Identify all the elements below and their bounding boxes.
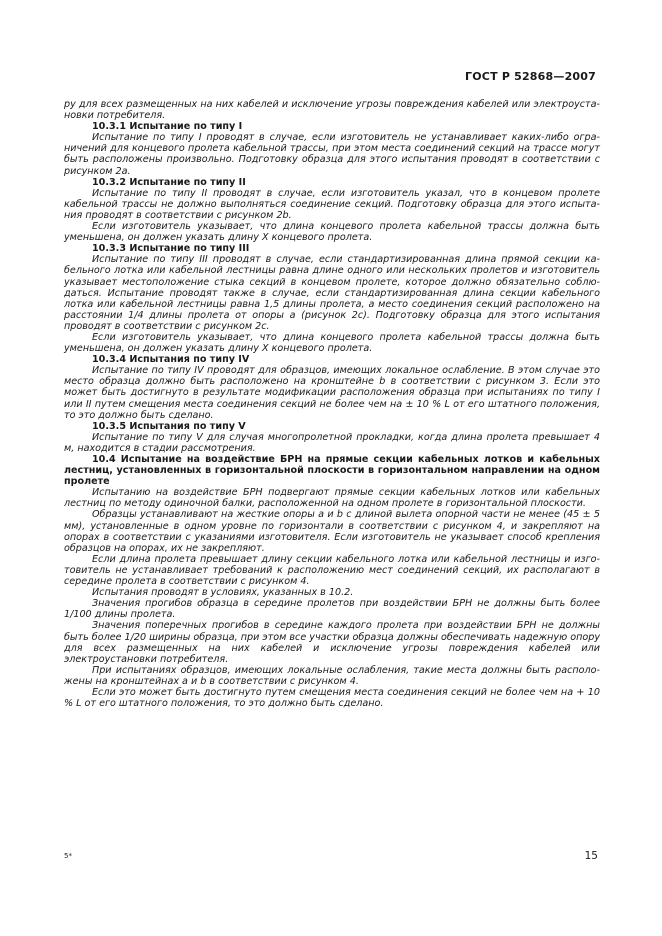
body-paragraph: Если длина пролета превышает длину секции кабельного лотка или кабельной лестницы и изготовитель не устанавливает требований к расположению мест соединений секций, их располагают в середине пролета в соответствии с рисунком 4.: [64, 553, 600, 588]
section-heading: 10.3.4 Испытания по типу IV: [92, 354, 250, 366]
body-paragraph: Испытанию на воздействие БРН подвергают прямые секции кабельных лотков или кабельных лестниц по методу одиночной балки, расположенной на одном пролете в горизонтальной плоскости.: [64, 487, 600, 510]
section-heading: 10.3.3 Испытание по типу III: [92, 243, 250, 255]
section-heading: 10.4 Испытание на воздействие БРН на прямые секции кабельных лотков и кабельных лестниц, установленных в горизонтальной плоскости в горизонтальном направлении на одном пролете: [64, 454, 600, 488]
body-paragraph: При испытаниях образцов, имеющих локальные ослабления, такие места должны быть расположены на кронштейнах а и b в соответствии с рисунком 4.: [64, 664, 600, 687]
body-paragraph: ру для всех размещенных на них кабелей и исключение угрозы повреждения кабелей или электроустановки потребителя.: [64, 99, 600, 122]
body-paragraph: Образцы устанавливают на жесткие опоры а и b с длиной вылета опорной части не менее (45 ± 5 мм), установленные в одном уровне по горизонтали в соответствии с рисунком 4, и закрепляют на опорах в соответствии с указаниями изготовителя. Если изготовитель не указывает способ крепления образцов на опорах, их не закрепляют.: [64, 509, 600, 554]
section-heading: 10.3.5 Испытания по типу V: [92, 420, 246, 432]
body-paragraph: Если изготовитель указывает, что длина концевого пролета кабельной трассы должна быть уменьшена, он должен указать длину Х концевого пролета.: [64, 221, 600, 244]
body-paragraph: Испытание по типу V для случая многопролетной прокладки, когда длина пролета превышает 4 м, находится в стадии рассмотрения.: [64, 431, 600, 454]
body-paragraph: Испытание по типу IV проводят для образцов, имеющих локальное ослабление. В этом случае это место образца должно быть расположено на кронштейне b в соответствии с рисунком 3. Если это может быть достигнуто в результате модификации расположения образца при испытаниях по типу I или II путем смещения места соединения секций не более чем на ± 10 % L от его штатного положения, то это должно быть сделано.: [64, 365, 600, 421]
body-paragraph: Значения прогибов образца в середине пролетов при воздействии БРН не должны быть более 1/100 длины пролета.: [64, 598, 600, 621]
body-paragraph: Значения поперечных прогибов в середине каждого пролета при воздействии БРН не должны быть более 1/20 ширины образца, при этом все участки образца должны обеспечивать надежную опору для всех размещенных на них кабелей и исключение угрозы повреждения кабелей или электроустановки потребителя.: [64, 620, 600, 665]
body-paragraph: Если это может быть достигнуто путем смещения места соединения секций не более чем на + 10 % L от его штатного положения, то это должно быть сделано.: [64, 686, 600, 710]
body-paragraph: Испытание по типу III проводят в случае, если стандартизированная длина прямой секции кабельного лотка или кабельной лестницы равна длине одного или нескольких пролетов и изготовитель указывает местоположение стыка секций в концевом пролете, которое должно обязательно соблюдаться. Испытание проводят также в случае, если стандартизированная длина секции кабельного лотка или кабельной лестницы равна 1,5 длины пролета, а место соединения секций расположено на расстоянии 1/4 длины пролета от опоры а (рисунок 2с). Подготовку образца для этого испытания проводят в соответствии с рисунком 2с.: [64, 254, 600, 332]
document-header: ГОСТ Р 52868—2007: [465, 70, 596, 83]
body-paragraph: Испытание по типу I проводят в случае, если изготовитель не устанавливает каких-либо ограничений для концевого пролета кабельной трассы, при этом места соединений секций на трассе могут быть расположены произвольно. Подготовку образца для этого испытания проводят в соответствии с рисунком 2а.: [64, 132, 600, 177]
page-number: 15: [584, 850, 598, 862]
body-paragraph: Если изготовитель указывает, что длина концевого пролета кабельной трассы должна быть уменьшена, он должен указать длину Х концевого пролета.: [64, 331, 600, 355]
body-paragraph: Испытания проводят в условиях, указанных в 10.2.: [92, 587, 354, 599]
body-paragraph: Испытание по типу II проводят в случае, если изготовитель указал, что в концевом пролете кабельной трассы не должно выполняться соединение секций. Подготовку образца для этого испытания проводят в соответствии с рисунком 2b.: [64, 187, 600, 221]
footer-mark: 5*: [64, 852, 72, 860]
section-heading: 10.3.2 Испытание по типу II: [92, 176, 246, 188]
section-heading: 10.3.1 Испытание по типу I: [92, 121, 243, 133]
document-body: [64, 99, 600, 709]
